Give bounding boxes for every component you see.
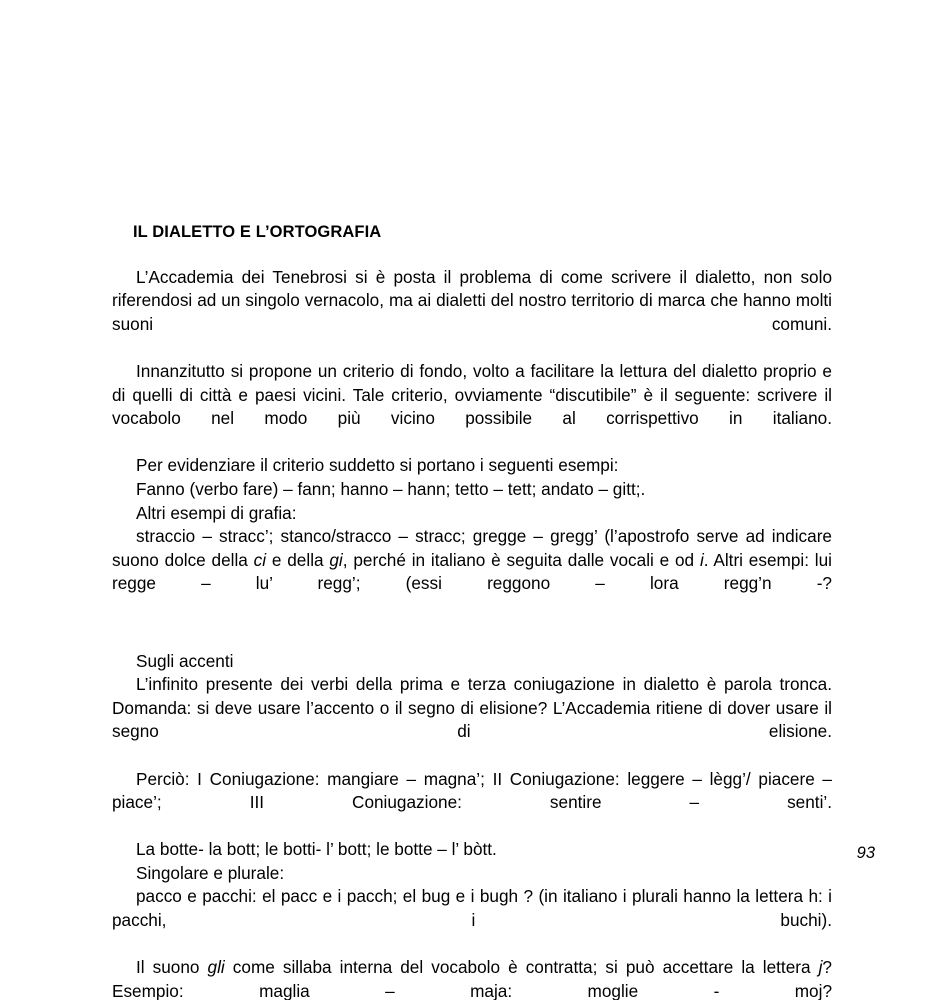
subheading-sugli-accenti: Sugli accenti: [136, 650, 234, 671]
apostrofo-text-3: , perché in italiano è seguita dalle vocali e od: [342, 549, 700, 570]
paragraph-pacchi: pacco e pacchi: el pacc e i pacch; el bug e i bugh ? (in italiano i plurali hanno la lettera h: i pacchi, i buchi).: [112, 886, 832, 931]
apostrofo-text-2: e della: [266, 549, 330, 570]
page-body: [112, 222, 832, 1000]
page-number: 93: [856, 844, 875, 862]
page-title: IL DIALETTO E L’ORTOGRAFIA: [133, 223, 382, 241]
paragraph-apostrofo: [112, 525, 832, 619]
suono-text-3: ? Esempio: maglia – maja: moglie - moj?: [112, 957, 832, 1000]
italic-i: i: [699, 549, 704, 570]
italic-j: j: [818, 957, 823, 978]
paragraph-criterio: Innanzitutto si propone un criterio di fondo, volto a facilitare la lettura del dialetto proprio e di quelli di città e paesi vicini. Tale criterio, ovviamente “discutibile” è il seguente: scrivere il vocabolo nel modo più vicino possibile al corrispettivo in italiano.: [112, 361, 832, 429]
suono-text-1: Il suono: [136, 957, 208, 978]
italic-gi: gi: [329, 549, 343, 570]
apostrofo-text-1: straccio – stracc’; stanco/stracco – stracc; gregge – gregg’ (l’apostrofo serve ad indicare suono dolce della: [112, 526, 832, 570]
paragraph-infinito: L’infinito presente dei verbi della prima e terza coniugazione in dialetto è parola tronca. Domanda: si deve usare l’accento o il segno di elisione? L’Accademia ritiene di dover usare il segno di elisione.: [112, 674, 832, 742]
suono-text-2: come sillaba interna del vocabolo è contratta; si può accettare la lettera: [224, 957, 819, 978]
apostrofo-text-4: . Altri esempi: lui regge – lu’ regg’; (essi reggono – lora regg’n -?: [112, 549, 832, 594]
subheading-singolare-plurale: Singolare e plurale:: [136, 862, 285, 883]
section-gap: [112, 620, 832, 650]
paragraph-botte: La botte- la bott; le botti- l’ bott; le botte – l’ bòtt.: [136, 839, 497, 860]
paragraph-altri-esempi-label: Altri esempi di grafia:: [136, 502, 297, 523]
paragraph-suono-gli: [112, 956, 832, 1000]
paragraph-accademia: L’Accademia dei Tenebrosi si è posta il problema di come scrivere il dialetto, non solo riferendosi ad un singolo vernacolo, ma ai dialetti del nostro territorio di marca che hanno molti suoni comuni.: [112, 266, 832, 334]
paragraph-esempi-intro: Per evidenziare il criterio suddetto si portano i seguenti esempi:: [136, 455, 619, 476]
paragraph-coniugazioni: Perciò: I Coniugazione: mangiare – magna’; II Coniugazione: leggere – lègg’/ piacere – piace’; III Coniugazione: sentire – senti’.: [112, 768, 832, 813]
heading-spacer: [112, 243, 832, 266]
italic-ci: ci: [253, 549, 267, 570]
paragraph-esempi-verbi: Fanno (verbo fare) – fann; hanno – hann; tetto – tett; andato – gitt;.: [136, 478, 646, 499]
italic-gli: gli: [207, 957, 225, 978]
